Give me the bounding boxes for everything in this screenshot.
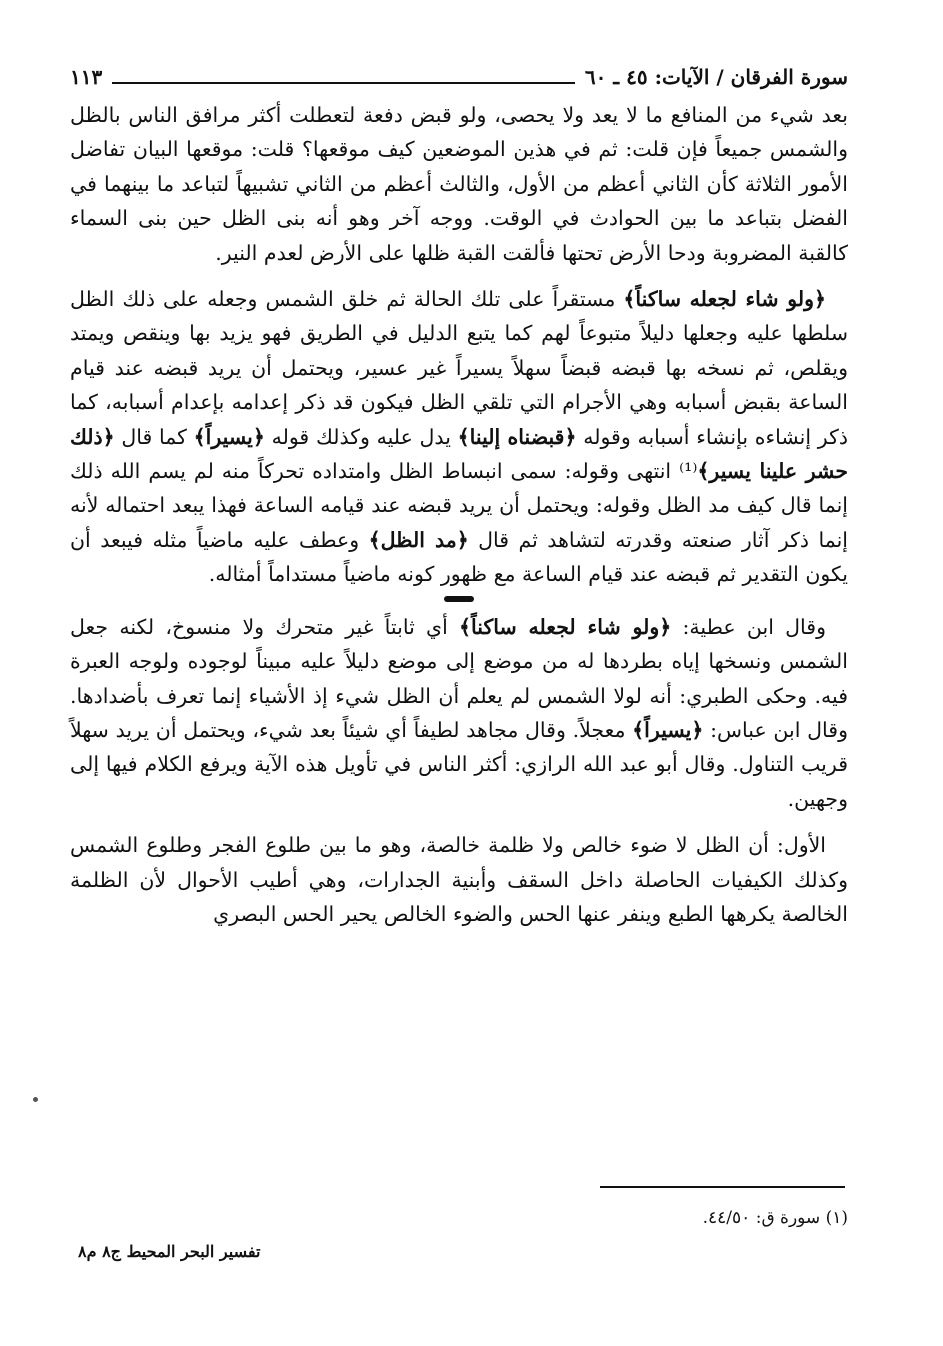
section-divider-ornament	[444, 596, 474, 602]
text-segment: الأول: أن الظل لا ضوء خالص ولا ظلمة خالصة، وهو ما بين طلوع الفجر وطلوع الشمس وكذلك الكيفيات الحاصلة داخل السقف وأبنية الجدارات، وهي أطيب الأحوال لأن الظلمة الخالصة يكرهها الطبع وينفر عنها الحس والضوء الخالص يحير الحس البصري	[70, 833, 848, 926]
main-text	[70, 98, 848, 931]
footnote: (١) سورة ق: ٤٤/٥٠.	[702, 1208, 848, 1228]
quran-quote: ﴿ولو شاء لجعله ساكناً﴾	[459, 614, 672, 639]
text-segment: مستقراً على تلك الحالة ثم خلق الشمس وجعله على ذلك الظل سلطها عليه وجعلها دليلاً متبوعاً لهم كما يتبع الدليل في الطريق فهو يزيد بها وينقص ويمتد ويقلص، ثم نسخه بها قبضه قبضاً سهلاً يسيراً غير عسير، ويحتمل أن يريد قبضه عند قيام الساعة بقبض أسبابه وهي الأجرام التي تلقي الظل فيكون قد ذكر إعدامه بإعدام أسبابه، كما ذكر إنشاءه بإنشاء أسبابه وقوله	[70, 287, 848, 449]
quran-quote: ﴿يسيراً﴾	[632, 717, 704, 742]
quran-quote: ﴿ولو شاء لجعله ساكناً﴾	[623, 287, 826, 312]
header-title: سورة الفرقان / الآيات: ٤٥ ـ ٦٠	[584, 65, 848, 89]
margin-mark	[33, 1097, 38, 1102]
text-segment: بعد شيء من المنافع ما لا يعد ولا يحصى، ولو قبض دفعة لتعطلت أكثر مرافق الناس بالظل والشمس جميعاً فإن قلت: ثم في هذين الموضعين كيف موقعها؟ قلت: موقعها البيان تفاضل الأمور الثلاثة كأن الثاني أعظم من الأول، والثالث أعظم من الثاني تشبيهاً لتباعد ما بينهما في الفضل بتباعد ما بين الحوادث في الوقت. ووجه آخر وهو أنه بنى الظل حين بنى السماء كالقبة المضروبة ودحا الأرض تحتها فألقت القبة ظلها على الأرض لعدم النير.	[70, 103, 848, 265]
page-number: ١١٣	[70, 65, 103, 89]
text-segment: وعطف عليه ماضياً مثله فيبعد أن يكون التقدير ثم قبضه عند قيام الساعة مع ظهور كونه ماضياً مستداماً أمثاله.	[70, 527, 848, 587]
running-header	[70, 60, 848, 94]
paragraph-2	[70, 282, 848, 592]
signature-note: تفسير البحر المحيط ج٨ م٨	[78, 1242, 261, 1261]
quran-quote: ﴿يسيراً﴾	[193, 424, 265, 449]
quran-quote: ﴿ذلك حشر علينا يسير﴾	[70, 424, 849, 484]
text-segment: ⁽¹⁾ انتهى وقوله: سمى انبساط الظل وامتداده تحركاً منه لم يسم الله ذلك إنما قال كيف مد الظل وقوله: ويحتمل أن يريد قبضه عند قيامه الساعة فهذا يبعد احتماله لأنه إنما ذكر آثار صنعته وقدرته لتشاهد ثم قال	[70, 459, 849, 552]
paragraph-4	[70, 828, 848, 931]
paragraph-3	[70, 610, 848, 816]
text-segment: وقال ابن عطية:	[671, 614, 826, 639]
quran-quote: ﴿مد الظل﴾	[368, 527, 469, 552]
paragraph-1	[70, 98, 848, 270]
text-segment: أي ثابتاً غير متحرك ولا منسوخ، لكنه جعل الشمس ونسخها إياه بطردها له من موضع إلى موضع دليلاً عليه مبيناً لوجوده ولوجه العبرة فيه. وحكى الطبري: أنه لولا الشمس لم يعلم أن الظل شيء إذ الأشياء إنما تعرف بأضدادها. وقال ابن عباس:	[70, 614, 848, 742]
text-segment: كما قال	[114, 424, 194, 449]
text-segment: يدل عليه وكذلك قوله	[264, 424, 458, 449]
header-rule	[112, 82, 575, 84]
footnote-rule	[600, 1186, 845, 1188]
text-segment: معجلاً. وقال مجاهد لطيفاً أي شيئاً بعد شيء، ويحتمل أن يريد سهلاً قريب التناول. وقال أبو عبد الله الرازي: أكثر الناس في تأويل هذه الآية ويرفع الكلام فيها إلى وجهين.	[70, 717, 848, 811]
quran-quote: ﴿قبضناه إلينا﴾	[457, 424, 577, 449]
